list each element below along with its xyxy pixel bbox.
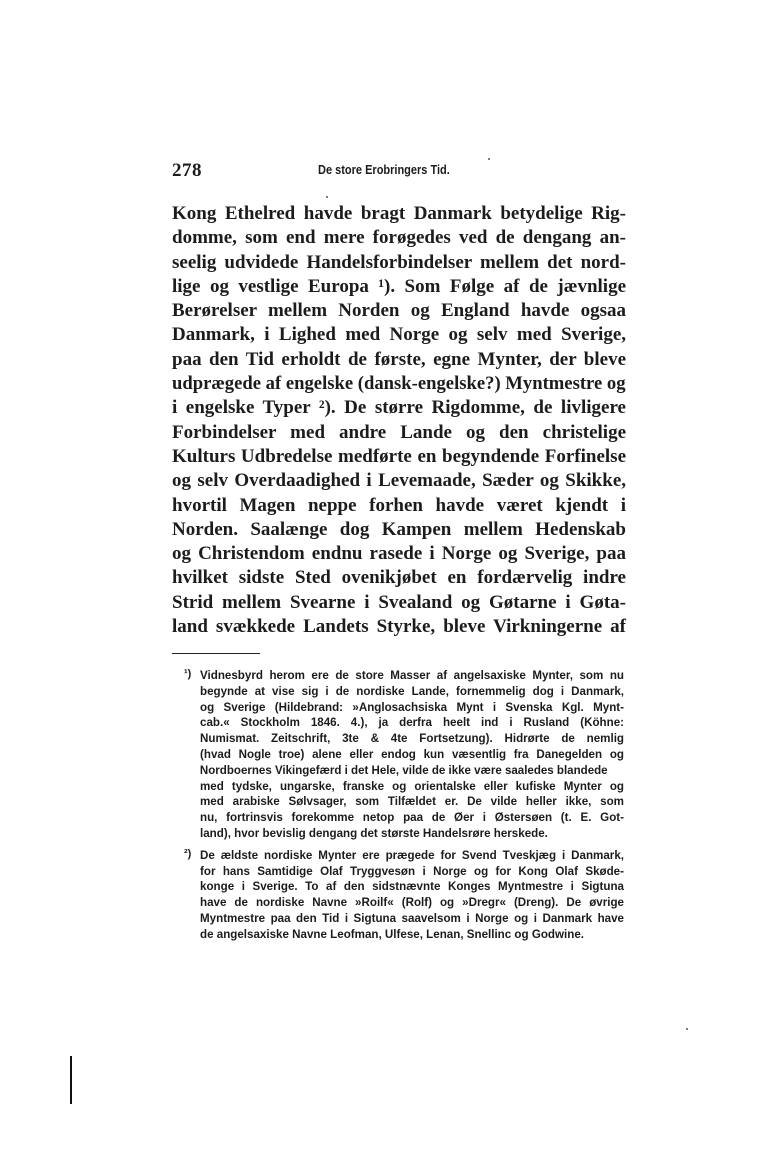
speck [326, 196, 328, 198]
footnote-line: Nordboernes Vikingefærd i det Hele, vilde de ikke være saaledes blandede [199, 763, 608, 777]
body-line: Kong Ethelred havde bragt Danmark betydelige Rig- [172, 203, 626, 224]
footnote-line: og Sverige (Hildebrand: »Anglosachsiska Mynt i Svenska Kgl. Mynt- [200, 700, 624, 714]
body-line: land svækkede Landets Styrke, bleve Virkningerne af [172, 616, 626, 638]
body-line: paa den Tid erholdt de første, egne Mynter, der bleve [172, 348, 626, 370]
body-line: Forbindelser med andre Lande og den christelige [172, 421, 626, 443]
body-line: i engelske Typer ²). De større Rigdomme, de livligere [172, 397, 626, 419]
footnote-marker: ¹) [184, 668, 192, 680]
body-line: og Christendom endnu rasede i Norge og Sverige, paa [172, 543, 626, 565]
footnote-line: have de nordiske Navne »Roilf« (Rolf) og »Dregr« (Dreng). De øvrige [200, 896, 624, 910]
footnote-line: begynde at vise sig i de nordiske Lande, fornemmelig dog i Danmark, [200, 684, 624, 698]
page-number: 278 [172, 160, 202, 181]
footnote-line: de angelsaxiske Navne Leofman, Ulfese, Lenan, Snellinc og Godwine. [200, 927, 584, 941]
body-line: lige og vestlige Europa ¹). Som Følge af de jævnlige [172, 275, 626, 297]
footnote-line: De ældste nordiske Mynter ere prægede for Svend Tveskjæg i Danmark, [200, 848, 624, 862]
margin-ink-mark [70, 1056, 72, 1104]
footnote-line: med tydske, ungarske, franske og orientalske eller kufiske Mynter og [200, 779, 624, 793]
footnote-line: Numismat. Zeitschrift, 3te & 4te Fortsetzung). Hidrørte de nemlig [200, 732, 624, 746]
body-line: hvortil Magen neppe forhen havde været kjendt i [172, 494, 626, 516]
body-text [172, 202, 626, 639]
body-line: hvilket sidste Sted ovenikjøbet en fordærvelig indre [172, 567, 626, 589]
footnote-1 [184, 668, 624, 842]
footnote-line: Vidnesbyrd herom ere de store Masser af angelsaxiske Mynter, som nu [200, 669, 624, 682]
body-line: og selv Overdaadighed i Levemaade, Sæder og Skikke, [172, 470, 626, 492]
speck [686, 1028, 688, 1030]
footnote-marker: ²) [184, 847, 192, 860]
footnote-line: konge i Sverige. To af den sidstnævnte Konges Myntmestre i Sigtuna [200, 880, 624, 894]
footnote-2 [184, 848, 624, 943]
body-line: Berørelser mellem Norden og England havde ogsaa [172, 300, 626, 322]
body-line: Strid mellem Svearne i Svealand og Gøtarne i Gøta- [172, 591, 626, 613]
footnote-line: Myntmestre paa den Tid i Sigtuna saavelsom i Norge og i Danmark have [200, 911, 624, 925]
body-line: domme, som end mere forøgedes ved de dengang an- [172, 227, 626, 249]
footnotes [184, 668, 624, 943]
footnote-line: cab.« Stockholm 1846. 4.), ja derfra heelt ind i Rusland (Köhne: [200, 716, 624, 730]
footnote-line: for hans Samtidige Olaf Tryggvesøn i Norge og for Kong Olaf Skøde- [200, 864, 624, 878]
speck [488, 158, 490, 160]
body-line: Danmark, i Lighed med Norge og selv med Sverige, [172, 324, 626, 346]
body-line: Kulturs Udbredelse medførte en begyndende Forfinelse [172, 445, 626, 467]
footnote-line: (hvad Nogle troe) alene eller endog kun væsentlig fra Danegelden og [200, 747, 624, 761]
body-line: Norden. Saalænge dog Kampen mellem Hedenskab [172, 518, 626, 540]
footnote-line: med arabiske Sølvsager, som Tilfældet er. De vilde heller ikke, som [200, 795, 624, 809]
body-line: udprægede af engelske (dansk-engelske?) Myntmestre og [172, 373, 626, 395]
body-line: seelig udvidede Handelsforbindelser mellem det nord- [172, 251, 626, 273]
footnote-rule [172, 653, 260, 654]
running-title: De store Erobringers Tid. [318, 163, 450, 177]
footnote-line: nu, fortrinsvis forekomme netop paa de Øer i Østersøen (t. E. Got- [200, 811, 624, 825]
footnote-line: land), hvor bevislig dengang det største Handelsrøre herskede. [200, 826, 548, 840]
